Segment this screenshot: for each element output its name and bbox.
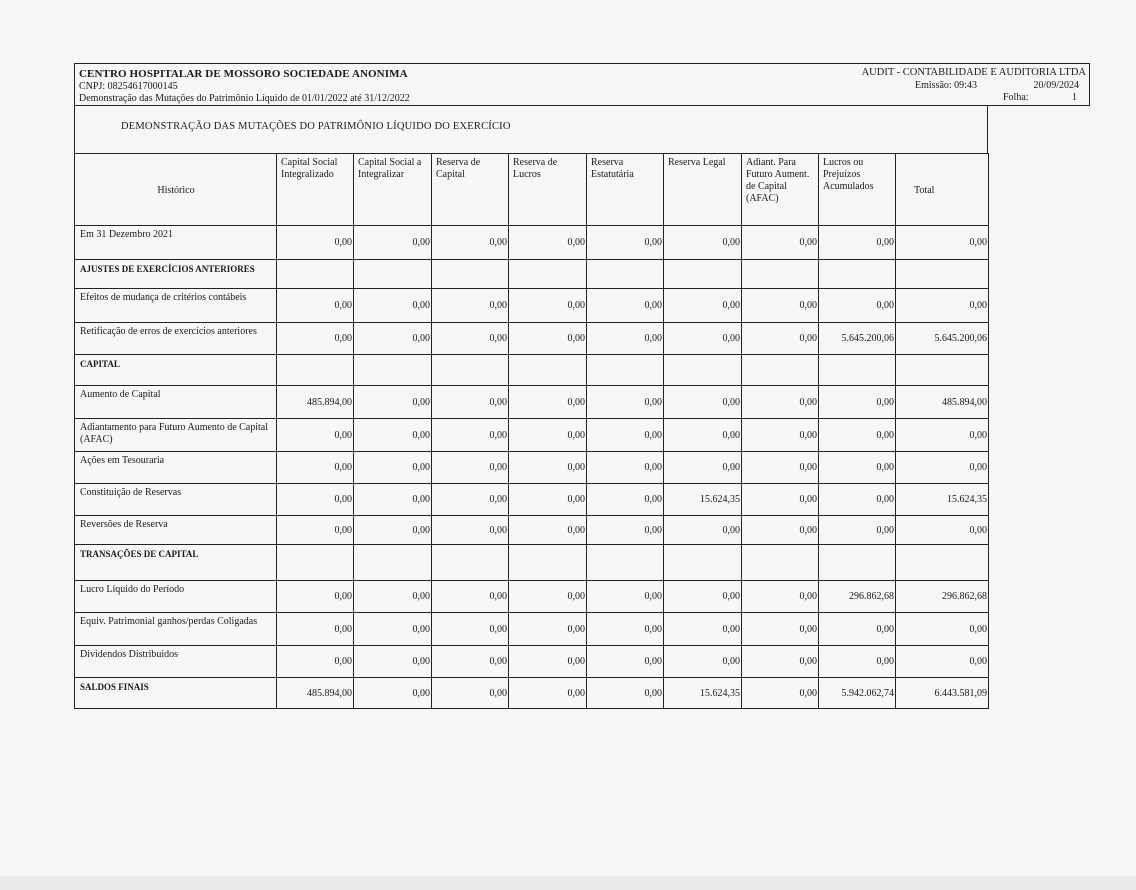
row-value: 0,00 — [509, 386, 587, 419]
row-value: 0,00 — [587, 323, 664, 355]
row-value: 0,00 — [509, 226, 587, 260]
col-header-reserva-capital: Reserva de Capital — [432, 154, 509, 226]
row-label: Em 31 Dezembro 2021 — [75, 226, 277, 260]
row-value: 0,00 — [664, 452, 742, 484]
col-header-afac: Adiant. Para Futuro Aument. de Capital (AFAC) — [742, 154, 819, 226]
row-value: 0,00 — [277, 484, 354, 516]
auditor-name: AUDIT - CONTABILIDADE E AUDITORIA LTDA — [861, 67, 1086, 78]
row-value: 0,00 — [432, 419, 509, 452]
col-header-reserva-lucros: Reserva de Lucros — [509, 154, 587, 226]
row-value: 0,00 — [509, 581, 587, 613]
company-name: CENTRO HOSPITALAR DE MOSSORO SOCIEDADE ANONIMA — [79, 68, 408, 80]
row-value: 0,00 — [896, 419, 989, 452]
row-value: 0,00 — [664, 613, 742, 646]
row-value: 0,00 — [896, 226, 989, 260]
row-value: 0,00 — [354, 581, 432, 613]
row-label: Dividendos Distribuidos — [75, 646, 277, 678]
row-value: 0,00 — [509, 613, 587, 646]
col-header-capital-integralizado: Capital Social Integralizado — [277, 154, 354, 226]
row-value — [664, 545, 742, 581]
table-row — [75, 289, 989, 323]
row-value: 0,00 — [742, 419, 819, 452]
row-value: 5.645.200,06 — [819, 323, 896, 355]
row-value: 0,00 — [509, 678, 587, 709]
row-value: 0,00 — [819, 484, 896, 516]
row-value — [354, 355, 432, 386]
col-header-reserva-estatutaria: Reserva Estatutária — [587, 154, 664, 226]
row-value: 0,00 — [432, 581, 509, 613]
section-row — [75, 545, 989, 581]
row-value — [742, 355, 819, 386]
row-value: 0,00 — [432, 516, 509, 545]
section-row — [75, 678, 989, 709]
row-value — [587, 545, 664, 581]
row-value — [896, 260, 989, 289]
row-label: Constituição de Reservas — [75, 484, 277, 516]
report-title: DEMONSTRAÇÃO DAS MUTAÇÕES DO PATRIMÔNIO LÍQUIDO DO EXERCÍCIO — [121, 121, 511, 132]
row-value: 0,00 — [664, 516, 742, 545]
row-value: 0,00 — [432, 289, 509, 323]
row-value: 0,00 — [896, 516, 989, 545]
table-row — [75, 452, 989, 484]
row-value: 0,00 — [509, 452, 587, 484]
table-row — [75, 613, 989, 646]
row-value: 0,00 — [819, 386, 896, 419]
row-value — [277, 545, 354, 581]
row-value: 0,00 — [509, 323, 587, 355]
row-value: 0,00 — [664, 581, 742, 613]
row-value: 0,00 — [587, 386, 664, 419]
company-cnpj: CNPJ: 08254617000145 — [79, 81, 178, 92]
row-value: 0,00 — [587, 516, 664, 545]
report-title-box — [74, 106, 988, 154]
folha-label: Folha: — [1003, 92, 1029, 103]
section-row — [75, 355, 989, 386]
row-value: 0,00 — [819, 452, 896, 484]
row-label: Equiv. Patrimonial ganhos/perdas Coligadas — [75, 613, 277, 646]
row-value: 0,00 — [354, 646, 432, 678]
row-value — [354, 260, 432, 289]
row-value: 0,00 — [742, 678, 819, 709]
emission-time: Emissão: 09:43 — [915, 80, 977, 91]
row-value: 0,00 — [432, 226, 509, 260]
row-value: 0,00 — [587, 613, 664, 646]
table-body — [75, 226, 989, 709]
row-value: 0,00 — [742, 613, 819, 646]
row-value — [432, 260, 509, 289]
row-value: 15.624,35 — [664, 484, 742, 516]
row-label: CAPITAL — [75, 355, 277, 386]
row-label: Retificação de erros de exercícios anteriores — [75, 323, 277, 355]
row-value: 0,00 — [509, 516, 587, 545]
row-value: 0,00 — [819, 516, 896, 545]
row-value: 0,00 — [354, 678, 432, 709]
row-value: 0,00 — [664, 289, 742, 323]
table-row — [75, 581, 989, 613]
row-value: 0,00 — [432, 323, 509, 355]
row-value: 0,00 — [664, 226, 742, 260]
row-value — [896, 355, 989, 386]
emission-date: 20/09/2024 — [1033, 80, 1079, 91]
row-value: 0,00 — [509, 289, 587, 323]
row-value: 485.894,00 — [896, 386, 989, 419]
table-row — [75, 516, 989, 545]
row-value: 0,00 — [432, 484, 509, 516]
row-value: 0,00 — [664, 386, 742, 419]
row-value — [819, 260, 896, 289]
col-header-lucros-prejuizos: Lucros ou Prejuízos Acumulados — [819, 154, 896, 226]
row-value: 0,00 — [587, 484, 664, 516]
row-value — [509, 355, 587, 386]
row-value: 0,00 — [509, 484, 587, 516]
row-value: 0,00 — [277, 452, 354, 484]
report-header — [74, 63, 1090, 106]
row-value — [509, 260, 587, 289]
row-value — [354, 545, 432, 581]
row-value: 0,00 — [587, 646, 664, 678]
row-value: 0,00 — [354, 613, 432, 646]
row-value: 0,00 — [742, 646, 819, 678]
row-label: Adiantamento para Futuro Aumento de Capital (AFAC) — [75, 419, 277, 452]
row-value: 0,00 — [742, 386, 819, 419]
table-row — [75, 646, 989, 678]
row-value: 0,00 — [432, 613, 509, 646]
page-edge — [0, 876, 1136, 890]
row-value: 0,00 — [354, 419, 432, 452]
row-value: 0,00 — [354, 484, 432, 516]
row-value: 0,00 — [742, 484, 819, 516]
section-row — [75, 260, 989, 289]
col-header-capital-a-integralizar: Capital Social a Integralizar — [354, 154, 432, 226]
row-value: 0,00 — [896, 646, 989, 678]
row-value: 0,00 — [432, 646, 509, 678]
row-label: Ações em Tesouraria — [75, 452, 277, 484]
row-value: 15.624,35 — [664, 678, 742, 709]
row-label: SALDOS FINAIS — [75, 678, 277, 709]
row-value — [509, 545, 587, 581]
row-value: 0,00 — [664, 419, 742, 452]
row-value: 0,00 — [819, 226, 896, 260]
row-value: 6.443.581,09 — [896, 678, 989, 709]
row-value: 0,00 — [742, 581, 819, 613]
row-value: 0,00 — [277, 226, 354, 260]
row-value: 0,00 — [509, 419, 587, 452]
row-value: 0,00 — [819, 289, 896, 323]
row-value — [664, 260, 742, 289]
row-value: 15.624,35 — [896, 484, 989, 516]
row-value: 0,00 — [277, 516, 354, 545]
row-value — [742, 545, 819, 581]
row-value: 0,00 — [742, 226, 819, 260]
row-label: TRANSAÇÕES DE CAPITAL — [75, 545, 277, 581]
folha-number: 1 — [1072, 92, 1077, 103]
row-value: 0,00 — [432, 452, 509, 484]
row-value: 0,00 — [277, 323, 354, 355]
row-label: AJUSTES DE EXERCÍCIOS ANTERIORES — [75, 260, 277, 289]
equity-changes-table — [74, 153, 989, 709]
row-value: 0,00 — [819, 646, 896, 678]
row-value: 0,00 — [354, 516, 432, 545]
row-value: 0,00 — [896, 289, 989, 323]
table-row — [75, 386, 989, 419]
row-value: 0,00 — [509, 646, 587, 678]
row-value — [896, 545, 989, 581]
col-header-total: Total — [896, 154, 989, 226]
table-row — [75, 419, 989, 452]
row-value — [587, 355, 664, 386]
row-value: 0,00 — [587, 581, 664, 613]
row-value: 485.894,00 — [277, 678, 354, 709]
row-value: 0,00 — [896, 452, 989, 484]
row-value: 5.645.200,06 — [896, 323, 989, 355]
row-value: 0,00 — [432, 678, 509, 709]
row-value: 0,00 — [277, 289, 354, 323]
row-value: 0,00 — [277, 613, 354, 646]
col-header-reserva-legal: Reserva Legal — [664, 154, 742, 226]
row-value: 0,00 — [354, 226, 432, 260]
row-value: 0,00 — [664, 646, 742, 678]
row-value — [819, 355, 896, 386]
row-value — [587, 260, 664, 289]
row-value: 0,00 — [432, 386, 509, 419]
row-value: 485.894,00 — [277, 386, 354, 419]
table-header-row — [75, 154, 989, 226]
row-value: 0,00 — [354, 323, 432, 355]
row-value — [432, 355, 509, 386]
row-value: 0,00 — [742, 289, 819, 323]
row-value — [664, 355, 742, 386]
report-period: Demonstração das Mutações do Patrimônio Líquido de 01/01/2022 até 31/12/2022 — [79, 93, 410, 104]
row-value: 0,00 — [819, 613, 896, 646]
table-row — [75, 484, 989, 516]
row-label: Lucro Líquido do Período — [75, 581, 277, 613]
row-value: 0,00 — [587, 452, 664, 484]
row-value: 0,00 — [587, 419, 664, 452]
row-value: 0,00 — [277, 646, 354, 678]
row-value: 0,00 — [742, 323, 819, 355]
row-label: Reversões de Reserva — [75, 516, 277, 545]
row-value — [277, 355, 354, 386]
row-value: 0,00 — [742, 516, 819, 545]
row-label: Aumento de Capital — [75, 386, 277, 419]
row-value: 0,00 — [587, 289, 664, 323]
row-value: 5.942.062,74 — [819, 678, 896, 709]
row-value: 0,00 — [819, 419, 896, 452]
row-value: 0,00 — [354, 289, 432, 323]
row-value: 0,00 — [587, 226, 664, 260]
row-value: 0,00 — [277, 581, 354, 613]
col-header-historico: Histórico — [75, 154, 277, 226]
row-value: 0,00 — [354, 386, 432, 419]
row-value — [277, 260, 354, 289]
row-value: 0,00 — [664, 323, 742, 355]
row-value: 296.862,68 — [896, 581, 989, 613]
row-value — [819, 545, 896, 581]
row-value: 296.862,68 — [819, 581, 896, 613]
row-value: 0,00 — [277, 419, 354, 452]
row-value: 0,00 — [587, 678, 664, 709]
row-value — [432, 545, 509, 581]
row-value: 0,00 — [354, 452, 432, 484]
row-value: 0,00 — [742, 452, 819, 484]
row-value — [742, 260, 819, 289]
table-row — [75, 226, 989, 260]
row-value: 0,00 — [896, 613, 989, 646]
table-row — [75, 323, 989, 355]
row-label: Efeitos de mudança de critérios contábeis — [75, 289, 277, 323]
